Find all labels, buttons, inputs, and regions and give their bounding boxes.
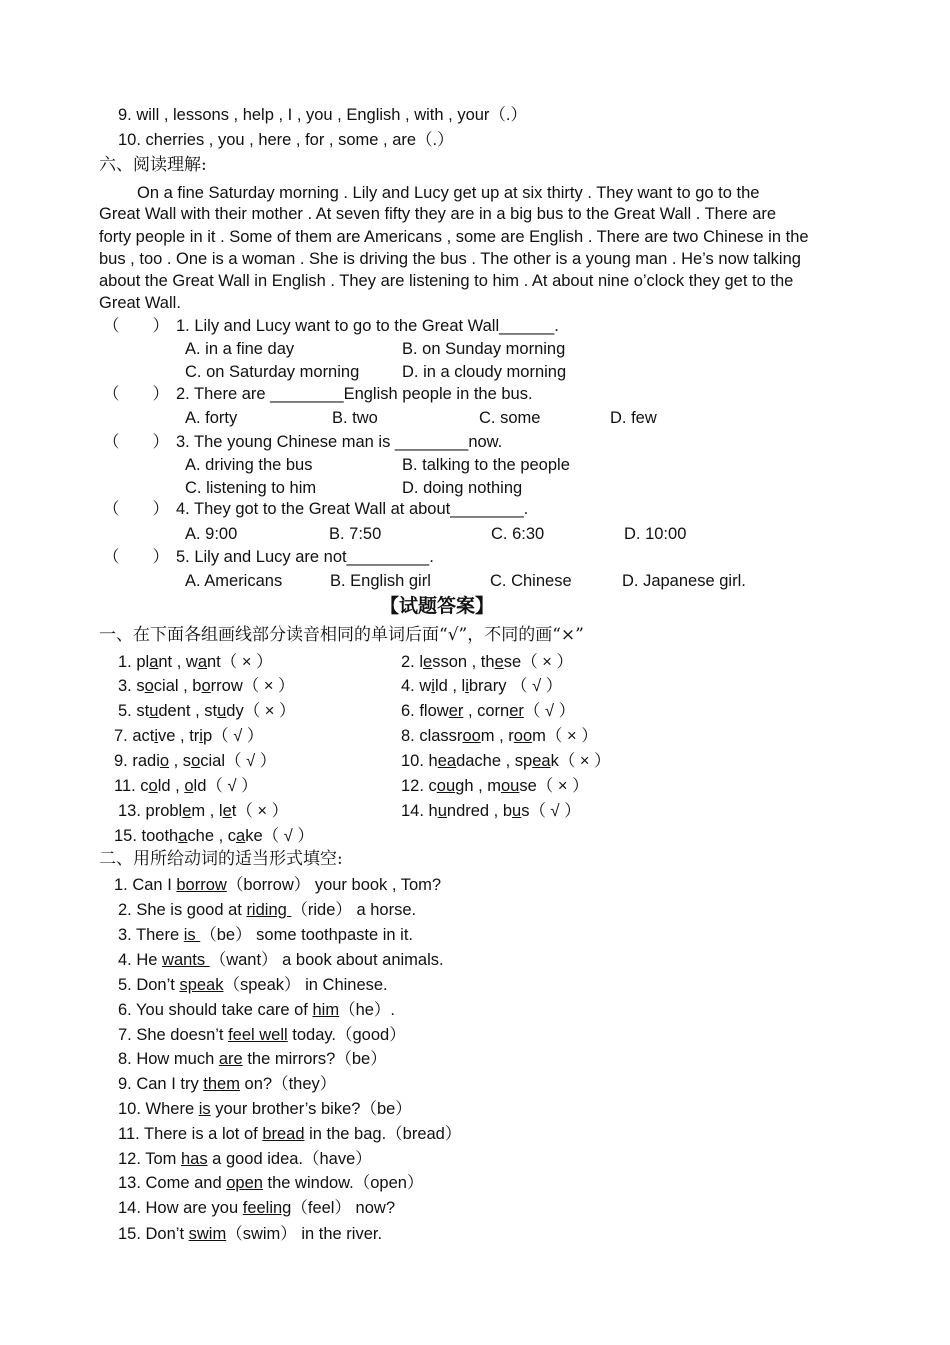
verb-item: 5. Don’t speak（speak） in Chinese. (118, 976, 388, 994)
phonics-item: 9. radio , social（ √ ） (114, 752, 277, 770)
phonics-item: 2. lesson , these（ × ） (401, 653, 573, 671)
sentence-item: 10. cherries , you , here , for , some , are（.） (118, 131, 454, 149)
verb-item: 1. Can I borrow（borrow） your book , Tom? (114, 876, 442, 894)
phonics-item: 11. cold , old（ √ ） (114, 777, 258, 795)
passage-line: On a fine Saturday morning . Lily and Lucy get up at six thirty . They want to go to the (137, 184, 760, 202)
verb-item: 9. Can I try them on?（they） (118, 1075, 337, 1093)
question-stem: 1. Lily and Lucy want to go to the Great Wall______. (176, 317, 559, 335)
option: A. driving the bus (185, 456, 313, 474)
reading-heading: 六、阅读理解: (99, 155, 207, 175)
sentence-item: 9. will , lessons , help , I , you , English , with , your（.） (118, 106, 527, 124)
verb-item: 12. Tom has a good idea.（have） (118, 1150, 372, 1168)
phonics-item: 15. toothache , cake（ √ ） (114, 827, 314, 845)
answer-paren: （ ） (103, 548, 169, 566)
passage-line: bus , too . One is a woman . She is driving the bus . The other is a young man . He’s now talking (99, 250, 801, 268)
option: C. listening to him (185, 479, 317, 497)
option: C. 6:30 (491, 525, 545, 543)
option: A. 9:00 (185, 525, 238, 543)
verb-item: 7. She doesn’t feel well today.（good） (118, 1026, 406, 1044)
option: D. few (610, 409, 657, 427)
question-stem: 5. Lily and Lucy are not_________. (176, 548, 434, 566)
verb-item: 11. There is a lot of bread in the bag.（bread） (118, 1125, 462, 1143)
verb-item: 8. How much are the mirrors?（be） (118, 1050, 387, 1068)
option: C. Chinese (490, 572, 572, 590)
verb-item: 14. How are you feeling（feel） now? (118, 1199, 395, 1217)
verb-item: 10. Where is your brother’s bike?（be） (118, 1100, 412, 1118)
verb-item: 6. You should take care of him（he）. (118, 1001, 396, 1019)
phonics-item: 3. social , borrow（ × ） (118, 677, 295, 695)
option: D. in a cloudy morning (402, 363, 567, 381)
option: C. on Saturday morning (185, 363, 360, 381)
passage-line: Great Wall. (99, 294, 181, 312)
option: B. 7:50 (329, 525, 382, 543)
option: A. forty (185, 409, 238, 427)
passage-line: about the Great Wall in English . They are listening to him . At about nine o’clock they get to the (99, 272, 794, 290)
phonics-item: 6. flower , corner（ √ ） (401, 702, 576, 720)
option: B. English girl (330, 572, 431, 590)
phonics-item: 7. active , trip（ √ ） (114, 727, 264, 745)
option: B. two (332, 409, 378, 427)
phonics-heading: 一、在下面各组画线部分读音相同的单词后面“√”，不同的画“×” (99, 625, 584, 645)
phonics-item: 4. wild , library （ √ ） (401, 677, 563, 695)
option: A. Americans (185, 572, 283, 590)
option: D. doing nothing (402, 479, 523, 497)
passage-line: forty people in it . Some of them are Americans , some are English . There are two Chinese in the (99, 228, 809, 246)
answer-paren: （ ） (103, 433, 169, 451)
question-stem: 4. They got to the Great Wall at about________. (176, 500, 529, 518)
option: B. talking to the people (402, 456, 570, 474)
phonics-item: 8. classroom , room（ × ） (401, 727, 598, 745)
phonics-item: 14. hundred , bus（ √ ） (401, 802, 581, 820)
phonics-item: 13. problem , let（ × ） (118, 802, 289, 820)
option: D. 10:00 (624, 525, 687, 543)
verb-item: 4. He wants （want） a book about animals. (118, 951, 444, 969)
verb-item: 15. Don’t swim（swim） in the river. (118, 1225, 383, 1243)
option: C. some (479, 409, 541, 427)
option: D. Japanese girl. (622, 572, 746, 590)
question-stem: 2. There are ________English people in the bus. (176, 385, 533, 403)
phonics-item: 5. student , study（ × ） (118, 702, 296, 720)
phonics-item: 10. headache , speak（ × ） (401, 752, 611, 770)
passage-line: Great Wall with their mother . At seven fifty they are in a big bus to the Great Wall . There are (99, 205, 777, 223)
verb-item: 3. There is （be） some toothpaste in it. (118, 926, 414, 944)
verb-item: 13. Come and open the window.（open） (118, 1174, 424, 1192)
option: B. on Sunday morning (402, 340, 566, 358)
answer-paren: （ ） (103, 500, 169, 518)
question-stem: 3. The young Chinese man is ________now. (176, 433, 503, 451)
answer-paren: （ ） (103, 317, 169, 335)
verbs-heading: 二、用所给动词的适当形式填空: (99, 849, 343, 869)
answers-title: 【试题答案】 (380, 595, 495, 617)
option: A. in a fine day (185, 340, 295, 358)
answer-paren: （ ） (103, 385, 169, 403)
phonics-item: 12. cough , mouse（ × ） (401, 777, 589, 795)
verb-item: 2. She is good at riding （ride） a horse. (118, 901, 417, 919)
phonics-item: 1. plant , want（ × ） (118, 653, 273, 671)
